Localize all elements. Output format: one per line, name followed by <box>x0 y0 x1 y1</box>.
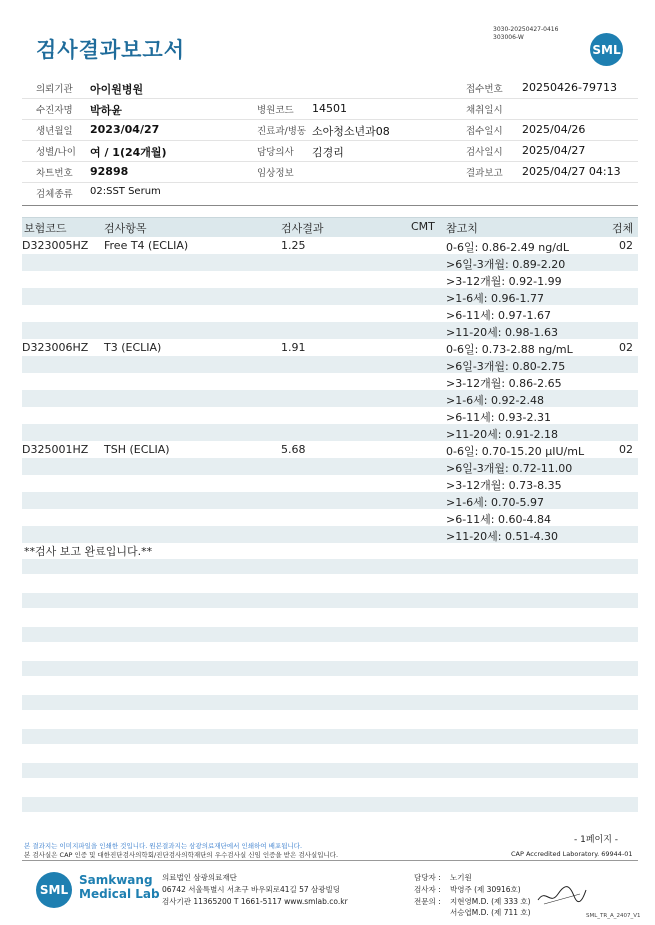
info-value: 20250426-79713 <box>522 81 617 94</box>
info-label: 결과보고 <box>466 168 503 179</box>
manager-name: 노기원 <box>450 873 472 882</box>
info-label: 담당의사 <box>257 147 294 158</box>
info-value: 2025/04/27 <box>522 144 586 157</box>
cell-ref: >6-11세: 0.60-4.84 <box>446 513 551 526</box>
header-result: 검사결과 <box>281 222 324 235</box>
cell-specimen: 02 <box>619 239 633 252</box>
info-row <box>22 120 638 141</box>
cell-ref: >6-11세: 0.97-1.67 <box>446 309 551 322</box>
company-legal-name: 의료법인 삼광의료재단 <box>162 873 237 882</box>
cell-ref: >3-12개월: 0.86-2.65 <box>446 377 562 390</box>
cell-ref: >6-11세: 0.93-2.31 <box>446 411 551 424</box>
info-value: 아이원병원 <box>90 83 144 96</box>
empty-row-stripe <box>22 661 638 676</box>
cell-ref: >1-6세: 0.70-5.97 <box>446 496 544 509</box>
cell-item: Free T4 (ECLIA) <box>104 239 189 252</box>
cell-ref: >6일-3개월: 0.72-11.00 <box>446 462 573 475</box>
cell-code: D325001HZ <box>22 443 89 456</box>
info-value: 2023/04/27 <box>90 123 160 136</box>
info-value: 김경리 <box>312 146 344 159</box>
info-row <box>22 183 638 203</box>
header-code: 보험코드 <box>24 222 67 235</box>
table-row <box>22 339 638 356</box>
empty-row-stripe <box>22 763 638 778</box>
empty-row-stripe <box>22 695 638 710</box>
info-label: 의뢰기관 <box>36 84 73 95</box>
form-code: SML_TR_A_2407_V1 <box>586 913 641 919</box>
info-value: 여 / 1(24개월) <box>90 146 167 159</box>
sml-logo: SML <box>590 33 623 66</box>
cell-item: TSH (ECLIA) <box>104 443 170 456</box>
cell-ref: 0-6일: 0.70-15.20 μIU/mL <box>446 445 585 458</box>
empty-row-stripe <box>22 559 638 574</box>
doctor-name-2: 서승엽M.D. (제 711 호) <box>450 908 531 917</box>
table-row <box>22 509 638 526</box>
info-row <box>22 162 638 183</box>
cell-code: D323006HZ <box>22 341 89 354</box>
cell-specimen: 02 <box>619 443 633 456</box>
info-row <box>22 99 638 120</box>
table-row <box>22 424 638 441</box>
cell-ref: >11-20세: 0.98-1.63 <box>446 326 558 339</box>
cell-ref: >11-20세: 0.91-2.18 <box>446 428 558 441</box>
signature <box>536 880 588 910</box>
empty-row-stripe <box>22 729 638 744</box>
info-label: 검사일시 <box>466 147 503 158</box>
info-label: 진료과/병동 <box>257 126 307 137</box>
info-label: 차트번호 <box>36 168 73 179</box>
table-row <box>22 492 638 509</box>
info-label: 접수번호 <box>466 84 503 95</box>
page-number: - 1페이지 - <box>574 835 619 845</box>
table-row <box>22 322 638 339</box>
divider <box>22 205 638 206</box>
table-row <box>22 288 638 305</box>
info-label: 생년월일 <box>36 126 73 137</box>
table-row <box>22 254 638 271</box>
empty-row-stripe <box>22 593 638 608</box>
doctor-label: 전문의 : <box>414 897 441 906</box>
table-row <box>22 373 638 390</box>
table-row <box>22 305 638 322</box>
header-specimen: 검체 <box>612 222 634 235</box>
info-label: 임상정보 <box>257 168 294 179</box>
report-title: 검사결과보고서 <box>36 38 186 62</box>
cell-result: 5.68 <box>281 443 306 456</box>
cell-ref: >1-6세: 0.96-1.77 <box>446 292 544 305</box>
info-label: 접수일시 <box>466 126 503 137</box>
footer-divider <box>22 860 638 861</box>
info-value: 박하윤 <box>90 104 122 117</box>
cell-item: T3 (ECLIA) <box>104 341 162 354</box>
info-row <box>22 141 638 162</box>
info-value: 02:SST Serum <box>90 186 161 197</box>
info-label: 검체종류 <box>36 189 73 200</box>
cell-ref: 0-6일: 0.73-2.88 ng/mL <box>446 343 573 356</box>
doctor-name-1: 지현영M.D. (제 333 호) <box>450 897 531 906</box>
info-row <box>22 78 638 99</box>
cell-specimen: 02 <box>619 341 633 354</box>
header-cmt: CMT <box>411 220 435 233</box>
cell-ref: >3-12개월: 0.92-1.99 <box>446 275 562 288</box>
table-row <box>22 475 638 492</box>
info-value: 92898 <box>90 165 129 178</box>
empty-row-stripe <box>22 627 638 642</box>
info-label: 병원코드 <box>257 105 294 116</box>
cell-ref: 0-6일: 0.86-2.49 ng/dL <box>446 241 570 254</box>
info-value: 2025/04/27 04:13 <box>522 165 621 178</box>
info-value: 14501 <box>312 102 347 115</box>
header-item: 검사항목 <box>104 222 147 235</box>
table-row <box>22 407 638 424</box>
info-value: 소아청소년과08 <box>312 125 390 138</box>
info-label: 채취일시 <box>466 105 503 116</box>
results-table-header <box>22 217 638 237</box>
table-row <box>22 526 638 543</box>
cell-result: 1.91 <box>281 341 306 354</box>
empty-row-stripe <box>22 797 638 812</box>
table-row <box>22 271 638 288</box>
company-contact: 검사기관 11365200 T 1661-5117 www.smlab.co.kr <box>162 897 348 906</box>
table-row <box>22 237 638 254</box>
company-address: 06742 서울특별시 서초구 바우뫼로41길 57 삼광빌딩 <box>162 885 341 894</box>
cap-accreditation: CAP Accredited Laboratory. 69944-01 <box>511 850 633 858</box>
sml-footer-logo: SML <box>36 872 72 908</box>
cell-ref: >6일-3개월: 0.80-2.75 <box>446 360 566 373</box>
table-row <box>22 390 638 407</box>
table-row <box>22 458 638 475</box>
manager-label: 담당자 : <box>414 873 441 882</box>
footer-note-cap: 본 검사실은 CAP 인증 및 대한진단검사의학회/진단검사의학재단의 우수검사실 신임 인증을 받은 검사실입니다. <box>24 851 339 859</box>
info-value: 2025/04/26 <box>522 123 586 136</box>
header-ref: 참고치 <box>446 222 478 235</box>
tester-name: 박영주 (제 30916호) <box>450 885 521 894</box>
company-name: Samkwang Medical Lab <box>79 873 160 901</box>
table-row <box>22 356 638 373</box>
cell-code: D323005HZ <box>22 239 89 252</box>
table-row <box>22 441 638 458</box>
cell-ref: >1-6세: 0.92-2.48 <box>446 394 544 407</box>
info-label: 수진자명 <box>36 105 73 116</box>
cell-ref: >3-12개월: 0.73-8.35 <box>446 479 562 492</box>
cell-result: 1.25 <box>281 239 306 252</box>
footer-note-print: 본 결과지는 이미지파일을 인쇄한 것입니다. 원본결과지는 삼광의료재단에서 인쇄하여 배포됩니다. <box>24 842 303 850</box>
document-id: 3030-20250427-0416 303006-W <box>493 26 559 41</box>
cell-ref: >6일-3개월: 0.89-2.20 <box>446 258 566 271</box>
cell-ref: >11-20세: 0.51-4.30 <box>446 530 558 543</box>
report-complete-text: **검사 보고 완료입니다.** <box>24 545 153 558</box>
info-label: 성별/나이 <box>36 147 76 158</box>
tester-label: 검사자 : <box>414 885 441 894</box>
